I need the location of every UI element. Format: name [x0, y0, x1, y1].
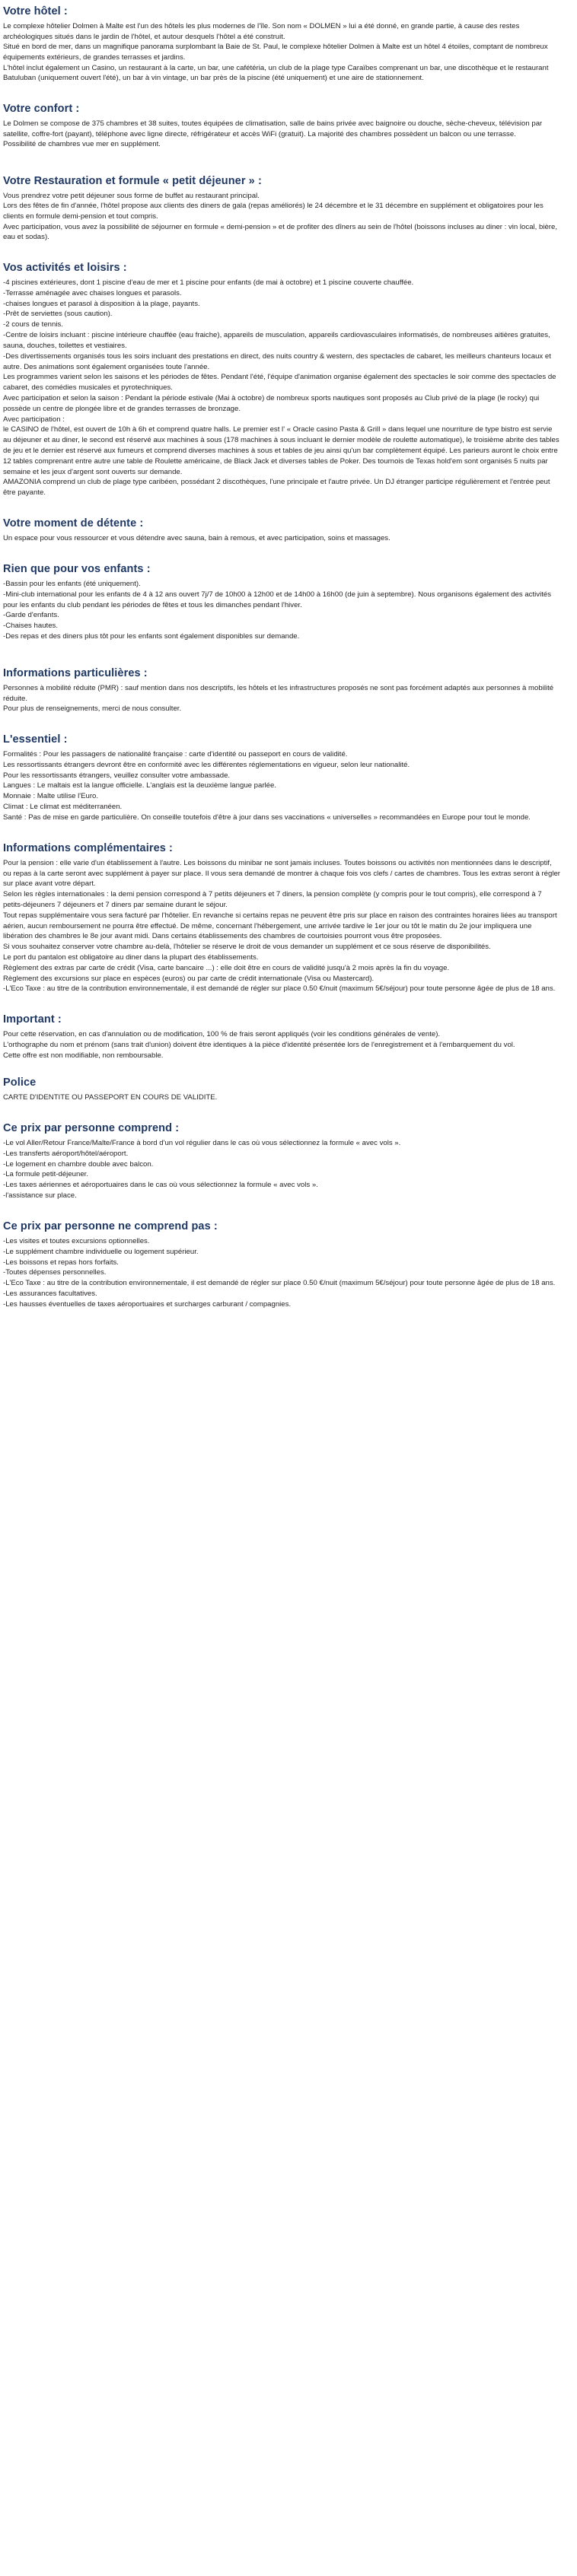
- section-title: Informations complémentaires :: [3, 841, 173, 854]
- paragraph: Possibilité de chambres vue mer en supplément.: [3, 140, 161, 149]
- line-list: [3, 1029, 560, 1061]
- list-item: L'orthographe du nom et prénom (sans trait d'union) doivent être identiques à la pièce d'identité présentée lors de l'enregistrement et à l'embarquement du vol.: [3, 1041, 515, 1050]
- section-votre-restauration: [3, 174, 560, 243]
- list-item: Avec participation :: [3, 415, 65, 424]
- section-title: Vos activités et loisirs :: [3, 261, 127, 274]
- list-item: -4 piscines extérieures, dont 1 piscine d'eau de mer et 1 piscine pour enfants (de mai à octobre) et 1 piscine couverte chauffée.: [3, 278, 414, 288]
- section-lessentiel: [3, 733, 560, 823]
- list-item: -Centre de loisirs incluant : piscine intérieure chauffée (eau fraiche), appareils de musculation, appareils cardiovasculaires informatisés, de nombreuses aitières gratuites, sauna, douches, toilettes et vestiaires.: [3, 331, 550, 350]
- line-list: [3, 858, 560, 995]
- list-item: Santé : Pas de mise en garde particulière. On conseille toutefois d'être à jour dans ses vaccinations « universelles » recommandées en Europe pour tout le monde.: [3, 813, 531, 822]
- list-item: -Les boissons et repas hors forfaits.: [3, 1258, 119, 1267]
- section-title: Votre confort :: [3, 102, 80, 115]
- paragraph: Personnes à mobilité réduite (PMR) : sauf mention dans nos descriptifs, les hôtels et les infrastructures proposés ne sont pas forcément adaptés aux personnes à mobilité réduite.: [3, 683, 554, 703]
- paragraph: L'hôtel inclut également un Casino, un restaurant à la carte, un bar, une cafétéria, un club de la plage type Caraïbes comprenant un bar, une discothèque et le restaurant Batuluban (uniquement ouvert l'été), un bar à vin vintage, un bar près de la piscine (été uniquement) et une aire de stationnement.: [3, 63, 549, 83]
- list-item: Avec participation et selon la saison : Pendant la période estivale (Mai à octobre) de nombreux sports nautiques sont proposés au Club privé de la plage (le rocky) qui possède un centre de plongée libre et de grandes terrasses de bronzage.: [3, 393, 540, 413]
- line-list: [3, 278, 560, 498]
- list-item: -L'Eco Taxe : au titre de la contribution environnementale, il est demandé de régler sur place 0.50 €/nuit (maximum 5€/séjour) pour toute personne âgée de plus de 18 ans.: [3, 984, 556, 994]
- section-title: Rien que pour vos enfants :: [3, 562, 151, 575]
- list-item: Pour la pension : elle varie d'un établissement à l'autre. Les boissons du minibar ne sont jamais incluses. Toutes boissons ou activités non mentionnées dans le descriptif, ou repas à la carte seront avec supplément à payer sur place. Il vous sera demandé de montrer à chaque fois vos clefs / cartes de chambres. Tous les extras seront à régler sur place avant votre départ.: [3, 858, 560, 889]
- paragraph: Le complexe hôtelier Dolmen à Malte est l'un des hôtels les plus modernes de l'île. Son nom « DOLMEN » lui a été donné, en grande partie, à cause des restes archéologiques situés dans le jardin de l'hôtel, et autour desquels l'hôtel a été construit.: [3, 22, 520, 41]
- list-item: -2 cours de tennis.: [3, 320, 63, 329]
- list-item: -Les visites et toutes excursions optionnelles.: [3, 1236, 150, 1245]
- section-votre-moment-detente: [3, 517, 560, 544]
- section-ce-prix-ne-comprend-pas: [3, 1220, 560, 1310]
- section-vos-activites: [3, 261, 560, 498]
- list-item: -Mini-club international pour les enfants de 4 à 12 ans ouvert 7j/7 de 10h00 à 12h00 et de 14h00 à 16h00 (de juin à septembre). Nous organisons également des activités pour les enfants du club pendant les périodes de fêtes et tous les dimanches pendant l'hiver.: [3, 590, 551, 609]
- list-item: Règlement des excursions sur place en espèces (euros) ou par carte de crédit internationale (Visa ou Mastercard).: [3, 974, 375, 983]
- section-informations-particulieres: [3, 666, 560, 714]
- section-title: Ce prix par personne comprend :: [3, 1121, 180, 1134]
- section-title: Votre Restauration et formule « petit déjeuner » :: [3, 174, 262, 187]
- list-item: Cette offre est non modifiable, non remboursable.: [3, 1051, 164, 1061]
- list-item: Langues : Le maltais est la langue officielle. L'anglais est la deuxième langue parlée.: [3, 781, 276, 790]
- list-item: -Les taxes aériennes et aéroportuaires dans le cas où vous sélectionnez la formule « avec vols ».: [3, 1181, 318, 1190]
- list-item: Formalités : Pour les passagers de nationalité française : carte d'identité ou passeport en cours de validité.: [3, 749, 348, 758]
- list-item: -chaises longues et parasol à disposition à la plage, payants.: [3, 299, 200, 308]
- section-title: Votre hôtel :: [3, 5, 68, 17]
- section-important: [3, 1013, 560, 1061]
- list-item: Pour cette réservation, en cas d'annulation ou de modification, 100 % de frais seront appliqués (voir les conditions générales de vente).: [3, 1030, 441, 1039]
- section-informations-complementaires: [3, 841, 560, 995]
- list-item: -Le logement en chambre double avec balcon.: [3, 1159, 154, 1169]
- line-list: [3, 579, 560, 642]
- section-ce-prix-comprend: [3, 1121, 560, 1201]
- list-item: -Terrasse aménagée avec chaises longues et parasols.: [3, 288, 182, 297]
- line-list: [3, 1138, 560, 1201]
- paragraph: Lors des fêtes de fin d'année, l'hôtel propose aux clients des diners de gala (repas améliorés) le 24 décembre et le 31 décembre en supplément et obligatoires pour les clients en formule demi-pension et tout compris.: [3, 202, 544, 221]
- list-item: -Garde d'enfants.: [3, 611, 59, 620]
- list-item: -Chaises hautes.: [3, 622, 58, 631]
- list-item: -Des repas et des diners plus tôt pour les enfants sont également disponibles sur demande.: [3, 632, 300, 641]
- section-votre-confort: [3, 102, 560, 150]
- list-item: Pour les ressortissants étrangers, veuillez consulter votre ambassade.: [3, 771, 231, 780]
- paragraph: Un espace pour vous ressourcer et vous détendre avec sauna, bain à remous, et avec participation, soins et massages.: [3, 534, 391, 543]
- list-item: -Des divertissements organisés tous les soirs incluant des prestations en direct, des nuits country & western, des spectacles de cabaret, les meilleurs chanteurs locaux et autre. Des animations sont également organisées toute l'année.: [3, 351, 551, 371]
- paragraph: Vous prendrez votre petit déjeuner sous forme de buffet au restaurant principal.: [3, 191, 260, 200]
- section-title: Votre moment de détente :: [3, 517, 144, 530]
- section-rien-que-pour-vos-enfants: [3, 562, 560, 642]
- list-item: -Toutes dépenses personnelles.: [3, 1268, 107, 1277]
- section-title: L'essentiel :: [3, 733, 68, 746]
- list-item: Climat : Le climat est méditerranéen.: [3, 802, 123, 811]
- section-title: Police: [3, 1076, 37, 1089]
- list-item: Règlement des extras par carte de crédit (Visa, carte bancaire ...) : elle doit être en cours de validité jusqu'à 2 mois après la fin du voyage.: [3, 963, 450, 972]
- list-item: -Les assurances facultatives.: [3, 1289, 97, 1298]
- paragraph: Avec participation, vous avez la possibilité de séjourner en formule « demi-pension » et de profiter des dîners au sein de l'hôtel (boissons incluses au diner : vin local, bière, eau et sodas).: [3, 222, 557, 242]
- list-item: Selon les règles internationales : la demi pension correspond à 7 petits déjeuners et 7 diners, la pension complète (y compris pour le tout compris), elle correspond à 7 petits-déjeuners 7 déjeuners et 7 diners par semaine durant le séjour.: [3, 890, 542, 909]
- list-item: Si vous souhaitez conserver votre chambre au-delà, l'hôtelier se réserve le droit de vous demander un supplément et ce sous réserve de disponibilités.: [3, 943, 491, 952]
- list-item: -Les hausses éventuelles de taxes aéroportuaires et surcharges carburant / compagnies.: [3, 1299, 292, 1309]
- section-police: [3, 1076, 560, 1103]
- list-item: AMAZONIA comprend un club de plage type caribéen, possédant 2 discothèques, l'une principale et l'autre privée. Un DJ étranger participe régulièrement et l'entrée peut être payante.: [3, 478, 550, 498]
- list-item: -l'assistance sur place.: [3, 1191, 77, 1200]
- list-item: Le port du pantalon est obligatoire au diner dans la plupart des établissements.: [3, 953, 259, 962]
- list-item: le CASINO de l'hôtel, est ouvert de 10h à 6h et comprend quatre halls. Le premier est l' « Oracle casino Pasta & Grill » dans lequel une nourriture de type bistro est servie au déjeuner et au diner, le second est réservé aux machines à sous (178 machines à sous incluant le dernier modèle de roulette automatique), le troisième abrite des tables de jeu et le dernier est réservé aux fumeurs et comprend diverses machines à sous et tables de jeu ainsi qu'un bar complètement équipé. Les parieurs auront le choix entre 12 tables comprenant entre autre une table de Roulette américaine, de Black Jack et diverses tables de Poker. Des tournois de Texas hold'em sont organisés 5 nuits par semaine et les jeux d'argent sont ouverts sur demande.: [3, 425, 559, 476]
- section-title: Ce prix par personne ne comprend pas :: [3, 1220, 218, 1232]
- list-item: -Les transferts aéroport/hôtel/aéroport.: [3, 1149, 129, 1158]
- section-votre-hotel: [3, 5, 560, 84]
- list-item: Tout repas supplémentaire vous sera facturé par l'hôtelier. En revanche si certains repas ne peuvent être pris sur place en raison des contraintes horaires liées au transport aérien, aucun remboursement ne pourra être effectué. De même, concernant l'hébergement, une arrivée tardive le 1er jour ou tôt le matin du 2e jour impliquera une libération des chambres le 8e jour avant midi. Dans certains établissements des chambres de courtoisies pourront vous être proposées.: [3, 911, 557, 941]
- list-item: CARTE D'IDENTITE OU PASSEPORT EN COURS DE VALIDITE.: [3, 1092, 218, 1102]
- list-item: Monnaie : Malte utilise l'Euro.: [3, 792, 99, 801]
- section-title: Important :: [3, 1013, 62, 1026]
- paragraph: Pour plus de renseignements, merci de nous consulter.: [3, 704, 182, 714]
- paragraph: Le Dolmen se compose de 375 chambres et 38 suites, toutes équipées de climatisation, salle de bains privée avec baignoire ou douche, sèche-cheveux, télévision par satellite, coffre-fort (payant), téléphone avec ligne directe, réfrigérateur et accès WiFi (gratuit). La majorité des chambres possèdent un balcon ou une terrasse.: [3, 119, 543, 138]
- list-item: -L'Eco Taxe : au titre de la contribution environnementale, il est demandé de régler sur place 0.50 €/nuit (maximum 5€/séjour) pour toute personne âgée de plus de 18 ans.: [3, 1279, 556, 1288]
- paragraph: Situé en bord de mer, dans un magnifique panorama surplombant la Baie de St. Paul, le complexe hôtelier Dolmen à Malte est un hôtel 4 étoiles, comptant de nombreux équipements extérieurs, de grandes terrasses et jardins.: [3, 43, 548, 62]
- line-list: [3, 749, 560, 823]
- line-list: [3, 1236, 560, 1310]
- list-item: -Le supplément chambre individuelle ou logement supérieur.: [3, 1247, 199, 1256]
- list-item: Les ressortissants étrangers devront être en conformité avec les différentes réglementations en vigueur, selon leur nationalité.: [3, 760, 410, 769]
- section-title: Informations particulières :: [3, 666, 148, 679]
- list-item: -La formule petit-déjeuner.: [3, 1170, 88, 1179]
- list-item: -Bassin pour les enfants (été uniquement).: [3, 579, 141, 588]
- list-item: Les programmes varient selon les saisons et les périodes de fêtes. Pendant l'été, l'équipe d'animation organise également des spectacles le soir comme des spectacles de cabaret, des comédies musicales et pyrotechniques.: [3, 373, 556, 393]
- line-list: [3, 1092, 560, 1103]
- list-item: -Le vol Aller/Retour France/Malte/France à bord d'un vol régulier dans le cas où vous sélectionnez la formule « avec vols ».: [3, 1138, 401, 1147]
- list-item: -Prêt de serviettes (sous caution).: [3, 310, 113, 319]
